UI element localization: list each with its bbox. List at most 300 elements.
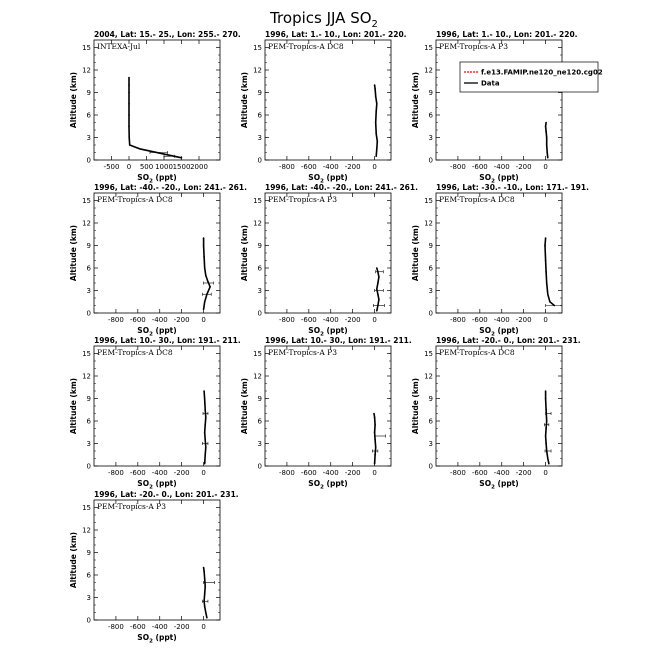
data-point — [375, 155, 377, 157]
data-point — [546, 282, 548, 284]
data-point — [546, 144, 548, 146]
panel-annotation: PEM-Tropics-A DC8 — [97, 348, 173, 357]
data-point — [204, 463, 206, 465]
y-tick-label: 9 — [257, 89, 262, 97]
y-tick-label: 12 — [424, 372, 433, 381]
data-point — [128, 137, 130, 139]
data-point — [204, 399, 206, 401]
y-axis-label: Altitude (km) — [69, 71, 78, 129]
panel-title: 1996, Lat: -20.- 0., Lon: 201.- 231. — [436, 336, 581, 345]
series-line-data — [374, 414, 376, 464]
x-tick-label: -200 — [173, 316, 190, 324]
x-tick-label: 1500 — [172, 163, 191, 171]
data-point — [207, 281, 209, 283]
x-tick-label: -400 — [322, 316, 339, 324]
data-point — [205, 612, 207, 614]
x-axis-label-main: SO — [137, 326, 150, 335]
y-tick-label: 6 — [428, 111, 433, 120]
figure-title-subscript: 2 — [371, 19, 378, 30]
x-tick-label: -800 — [449, 469, 466, 477]
data-point — [167, 154, 169, 156]
x-axis-label-unit: (ppt) — [494, 479, 519, 488]
y-tick-label: 12 — [424, 66, 433, 75]
plot-frame — [436, 40, 562, 160]
panel-annotation: PEM-Tropics-A P3 — [97, 502, 166, 511]
data-point — [128, 103, 130, 105]
x-tick-label: 0 — [543, 469, 548, 477]
data-point — [139, 148, 141, 150]
panel-title: 1996, Lat: -40.- -20., Lon: 241.- 261. — [265, 183, 418, 192]
data-point — [204, 424, 206, 426]
data-point — [376, 310, 378, 312]
y-tick-label: 15 — [82, 197, 91, 205]
data-point — [375, 446, 377, 448]
x-axis-label-main: SO — [308, 479, 321, 488]
y-tick-label: 15 — [424, 350, 433, 358]
x-axis-label-unit: (ppt) — [152, 479, 177, 488]
x-axis-label-subscript: 2 — [491, 484, 495, 491]
y-tick-label: 9 — [86, 549, 91, 557]
data-point — [546, 152, 548, 154]
data-point — [377, 293, 379, 295]
panel-title: 1996, Lat: 10.- 30., Lon: 191.- 211. — [265, 336, 412, 345]
x-tick-label: -400 — [322, 469, 339, 477]
data-point — [544, 245, 546, 247]
data-point — [204, 431, 206, 433]
x-tick-label: -600 — [300, 469, 317, 477]
data-point — [549, 301, 551, 303]
data-point — [546, 420, 548, 422]
x-tick-label: -400 — [151, 623, 168, 631]
data-point — [128, 84, 130, 86]
x-tick-label: 0 — [543, 163, 548, 171]
x-tick-label: -800 — [107, 469, 124, 477]
x-axis-label-subscript: 2 — [491, 178, 495, 185]
y-tick-label: 15 — [82, 44, 91, 52]
data-point — [378, 299, 380, 301]
data-point — [205, 446, 207, 448]
x-tick-label: 0 — [201, 623, 206, 631]
y-tick-label: 0 — [86, 309, 91, 318]
plot-frame — [265, 40, 391, 160]
data-point — [375, 133, 377, 135]
y-axis-label: Altitude (km) — [69, 377, 78, 435]
panel-title: 1996, Lat: 1.- 10., Lon: 201.- 220. — [436, 30, 578, 39]
data-point — [203, 390, 205, 392]
x-tick-label: 0 — [372, 469, 377, 477]
x-tick-label: -600 — [471, 316, 488, 324]
x-axis-label-main: SO — [308, 173, 321, 182]
data-point — [205, 416, 207, 418]
y-tick-label: 12 — [82, 219, 91, 228]
y-tick-label: 6 — [86, 571, 91, 580]
panel-10 — [69, 490, 239, 645]
data-point — [203, 308, 205, 310]
y-axis-label: Altitude (km) — [240, 71, 249, 129]
legend-box — [460, 62, 598, 92]
y-tick-label: 12 — [82, 372, 91, 381]
data-point — [377, 140, 379, 142]
panel-annotation: PEM-Tropics-A DC8 — [268, 42, 344, 51]
x-axis-label-subscript: 2 — [149, 178, 153, 185]
y-axis-label: Altitude (km) — [240, 377, 249, 435]
data-point — [376, 288, 378, 290]
data-point — [374, 424, 376, 426]
data-point — [128, 114, 130, 116]
y-tick-label: 6 — [86, 264, 91, 273]
x-axis-label-main: SO — [479, 479, 492, 488]
y-tick-label: 3 — [257, 440, 262, 448]
data-point — [204, 409, 206, 411]
y-tick-label: 3 — [257, 134, 262, 142]
data-point — [206, 617, 208, 619]
data-point — [545, 237, 547, 239]
plot-data — [202, 567, 214, 619]
y-tick-label: 0 — [257, 156, 262, 165]
panel-title: 2004, Lat: 15.- 25., Lon: 255.- 270. — [94, 30, 241, 39]
plot-frame — [436, 193, 562, 313]
panel-title: 1996, Lat: -30.- -10., Lon: 171.- 191. — [436, 183, 589, 192]
y-tick-label: 0 — [86, 156, 91, 165]
plot-frame — [94, 500, 220, 620]
x-tick-label: -200 — [173, 469, 190, 477]
plot-data — [545, 122, 549, 159]
x-tick-label: -200 — [173, 623, 190, 631]
data-point — [545, 398, 547, 400]
x-tick-label: 2000 — [190, 163, 208, 171]
y-axis-label: Altitude (km) — [69, 531, 78, 589]
data-point — [376, 103, 378, 105]
y-tick-label: 12 — [424, 219, 433, 228]
y-tick-label: 15 — [82, 504, 91, 512]
x-axis-label-unit: (ppt) — [323, 479, 348, 488]
data-point — [203, 245, 205, 247]
plot-frame — [94, 193, 220, 313]
data-point — [204, 593, 206, 595]
data-point — [547, 293, 549, 295]
y-tick-label: 9 — [86, 395, 91, 403]
y-tick-label: 15 — [253, 197, 262, 205]
data-point — [374, 463, 376, 465]
y-tick-label: 9 — [428, 89, 433, 97]
data-point — [153, 151, 155, 153]
y-axis-label: Altitude (km) — [411, 224, 420, 282]
data-point — [204, 267, 206, 269]
y-axis-label: Altitude (km) — [411, 377, 420, 435]
data-point — [374, 416, 376, 418]
panel-6 — [411, 183, 589, 338]
x-tick-label: -200 — [344, 469, 361, 477]
data-point — [128, 125, 130, 127]
data-point — [547, 458, 549, 460]
data-point — [376, 267, 378, 269]
plot-frame — [94, 346, 220, 466]
x-tick-label: 0 — [201, 469, 206, 477]
x-tick-label: 0 — [372, 163, 377, 171]
data-point — [128, 92, 130, 94]
data-point — [203, 600, 205, 602]
data-point — [545, 435, 547, 437]
panel-title: 1996, Lat: 1.- 10., Lon: 201.- 220. — [265, 30, 407, 39]
x-tick-label: -800 — [278, 316, 295, 324]
x-axis-label-unit: (ppt) — [323, 326, 348, 335]
x-tick-label: -800 — [278, 163, 295, 171]
x-axis-label-main: SO — [479, 326, 492, 335]
y-tick-label: 0 — [86, 462, 91, 471]
data-point — [378, 276, 380, 278]
plot-frame — [265, 346, 391, 466]
y-tick-label: 0 — [428, 309, 433, 318]
panel-annotation: PEM-Tropics-A P3 — [268, 195, 337, 204]
x-axis-label-unit: (ppt) — [494, 173, 519, 182]
legend-label: Data — [481, 79, 500, 88]
data-point — [374, 431, 376, 433]
data-point — [374, 84, 376, 86]
panel-annotation: PEM-Tropics-A DC8 — [439, 348, 515, 357]
x-tick-label: 0 — [543, 316, 548, 324]
x-tick-label: -500 — [103, 163, 120, 171]
y-tick-label: 9 — [86, 89, 91, 97]
data-point — [545, 125, 547, 127]
data-point — [374, 439, 376, 441]
data-point — [377, 271, 379, 273]
y-tick-label: 12 — [253, 66, 262, 75]
panel-annotation: PEM-Tropics-A P3 — [439, 42, 508, 51]
panel-7 — [69, 336, 241, 491]
y-axis-label: Altitude (km) — [411, 71, 420, 129]
plot-data — [544, 237, 562, 307]
y-axis-label: Altitude (km) — [69, 224, 78, 282]
y-tick-label: 12 — [253, 219, 262, 228]
legend — [460, 62, 603, 92]
panel-9 — [411, 336, 581, 491]
x-axis-label-subscript: 2 — [149, 484, 153, 491]
y-tick-label: 6 — [257, 111, 262, 120]
data-point — [546, 450, 548, 452]
x-axis-label-unit: (ppt) — [323, 173, 348, 182]
y-tick-label: 9 — [257, 242, 262, 250]
x-tick-label: -600 — [129, 469, 146, 477]
y-tick-label: 3 — [86, 134, 91, 142]
data-point — [374, 454, 376, 456]
x-axis-label-main: SO — [479, 173, 492, 182]
x-axis-label-main: SO — [137, 479, 150, 488]
y-tick-label: 9 — [428, 395, 433, 403]
data-point — [203, 570, 205, 572]
x-tick-label: -400 — [493, 469, 510, 477]
data-point — [204, 454, 206, 456]
x-axis-label-subscript: 2 — [149, 638, 153, 645]
x-tick-label: -400 — [493, 163, 510, 171]
x-axis-label-subscript: 2 — [320, 484, 324, 491]
y-tick-label: 0 — [86, 616, 91, 625]
data-point — [203, 256, 205, 258]
data-point — [545, 409, 547, 411]
data-point — [375, 110, 377, 112]
x-tick-label: -600 — [300, 163, 317, 171]
y-tick-label: 9 — [428, 242, 433, 250]
series-line-data — [204, 391, 206, 464]
y-tick-label: 3 — [86, 440, 91, 448]
x-tick-label: -200 — [344, 163, 361, 171]
x-tick-label: 0 — [201, 316, 206, 324]
panel-annotation: PEM-Tropics-A DC8 — [97, 195, 173, 204]
series-line-data — [546, 391, 549, 464]
data-point — [547, 157, 549, 159]
x-axis-label-main: SO — [137, 173, 150, 182]
panel-annotation: PEM-Tropics-A P3 — [268, 348, 337, 357]
x-axis-label-subscript: 2 — [149, 331, 153, 338]
panel-1 — [69, 30, 241, 185]
x-tick-label: -600 — [471, 163, 488, 171]
y-tick-label: 6 — [257, 264, 262, 273]
x-axis-label-unit: (ppt) — [494, 326, 519, 335]
series-line-data — [129, 78, 182, 158]
y-tick-label: 15 — [424, 197, 433, 205]
data-point — [377, 305, 379, 307]
x-axis-label — [479, 479, 518, 491]
y-tick-label: 0 — [257, 462, 262, 471]
data-point — [375, 95, 377, 97]
plot-data — [202, 237, 213, 310]
panel-8 — [240, 336, 412, 491]
x-tick-label: -800 — [278, 469, 295, 477]
x-tick-label: -400 — [151, 316, 168, 324]
data-point — [204, 439, 206, 441]
x-tick-label: 1000 — [155, 163, 173, 171]
x-tick-label: -800 — [449, 316, 466, 324]
panel-title: 1996, Lat: -20.- 0., Lon: 201.- 231. — [94, 490, 239, 499]
data-point — [374, 88, 376, 90]
y-tick-label: 12 — [82, 526, 91, 535]
panel-5 — [240, 183, 418, 338]
data-point — [204, 585, 206, 587]
panel-annotation: INTEXA-Jul — [97, 42, 141, 51]
plot-data — [372, 413, 385, 465]
data-point — [373, 413, 375, 415]
x-tick-label: 0 — [126, 163, 132, 171]
x-tick-label: -800 — [107, 316, 124, 324]
x-tick-label: -400 — [151, 469, 168, 477]
x-axis-label-unit: (ppt) — [152, 326, 177, 335]
data-point — [377, 282, 379, 284]
panel-2 — [240, 30, 407, 185]
data-point — [206, 293, 208, 295]
x-axis-label-subscript: 2 — [491, 331, 495, 338]
y-tick-label: 3 — [257, 287, 262, 295]
data-point — [545, 122, 547, 124]
x-tick-label: -800 — [449, 163, 466, 171]
y-tick-label: 15 — [253, 44, 262, 52]
plot-data — [202, 390, 207, 464]
data-point — [205, 275, 207, 277]
data-point — [204, 606, 206, 608]
data-point — [203, 567, 205, 569]
x-axis-label-subscript: 2 — [320, 178, 324, 185]
x-axis-label — [137, 479, 176, 491]
series-line-data — [204, 238, 211, 309]
panel-title: 1996, Lat: -40.- -20., Lon: 241.- 261. — [94, 183, 247, 192]
data-point — [545, 131, 547, 133]
plot-frame — [436, 346, 562, 466]
x-axis-label — [308, 479, 347, 491]
y-tick-label: 3 — [86, 594, 91, 602]
x-axis-label — [137, 633, 176, 645]
data-point — [545, 443, 547, 445]
data-point — [204, 578, 206, 580]
data-point — [375, 122, 377, 124]
y-tick-label: 6 — [86, 417, 91, 426]
figure-title-text: Tropics JJA SO — [270, 9, 372, 27]
legend-label: f.e13.FAMIP.ne120_ne120.cg02 — [481, 68, 603, 77]
data-point — [554, 305, 556, 307]
x-tick-label: -600 — [300, 316, 317, 324]
y-tick-label: 6 — [257, 417, 262, 426]
data-point — [548, 463, 550, 465]
panel-annotation: PEM-Tropics-A DC8 — [439, 195, 515, 204]
plot-data — [374, 84, 378, 157]
y-tick-label: 15 — [82, 350, 91, 358]
y-tick-label: 6 — [86, 111, 91, 120]
x-axis-label-main: SO — [137, 633, 150, 642]
x-tick-label: -600 — [129, 316, 146, 324]
x-tick-label: -400 — [493, 316, 510, 324]
x-tick-label: 0 — [372, 316, 377, 324]
plot-data — [544, 390, 551, 464]
panel-4 — [69, 183, 247, 338]
x-tick-label: -200 — [344, 316, 361, 324]
data-point — [545, 271, 547, 273]
data-point — [203, 237, 205, 239]
plot-frame — [94, 40, 220, 160]
data-point — [181, 157, 183, 159]
panels-group — [69, 30, 589, 645]
plot-frame — [265, 193, 391, 313]
x-tick-label: -400 — [322, 163, 339, 171]
y-tick-label: 0 — [428, 156, 433, 165]
series-line-data — [204, 568, 207, 618]
y-tick-label: 0 — [257, 309, 262, 318]
y-axis-label: Altitude (km) — [240, 224, 249, 282]
y-tick-label: 15 — [424, 44, 433, 52]
figure-title — [269, 9, 378, 30]
x-axis-label-unit: (ppt) — [152, 633, 177, 642]
y-tick-label: 6 — [428, 417, 433, 426]
x-tick-label: -200 — [515, 316, 532, 324]
data-point — [545, 428, 547, 430]
y-tick-label: 6 — [428, 264, 433, 273]
x-axis-label-main: SO — [308, 326, 321, 335]
x-axis-label-unit: (ppt) — [152, 173, 177, 182]
panel-title: 1996, Lat: 10.- 30., Lon: 191.- 211. — [94, 336, 241, 345]
y-tick-label: 3 — [428, 440, 433, 448]
data-point — [129, 144, 131, 146]
plot-data — [128, 77, 182, 159]
y-tick-label: 0 — [428, 462, 433, 471]
data-point — [209, 286, 211, 288]
x-tick-label: -600 — [129, 623, 146, 631]
plot-data — [373, 267, 384, 311]
x-tick-label: -600 — [471, 469, 488, 477]
data-point — [128, 77, 130, 79]
y-tick-label: 12 — [253, 372, 262, 381]
x-tick-label: 500 — [139, 163, 154, 171]
y-tick-label: 3 — [86, 287, 91, 295]
y-tick-label: 12 — [82, 66, 91, 75]
y-tick-label: 9 — [86, 242, 91, 250]
y-tick-label: 15 — [253, 350, 262, 358]
x-tick-label: -200 — [515, 163, 532, 171]
